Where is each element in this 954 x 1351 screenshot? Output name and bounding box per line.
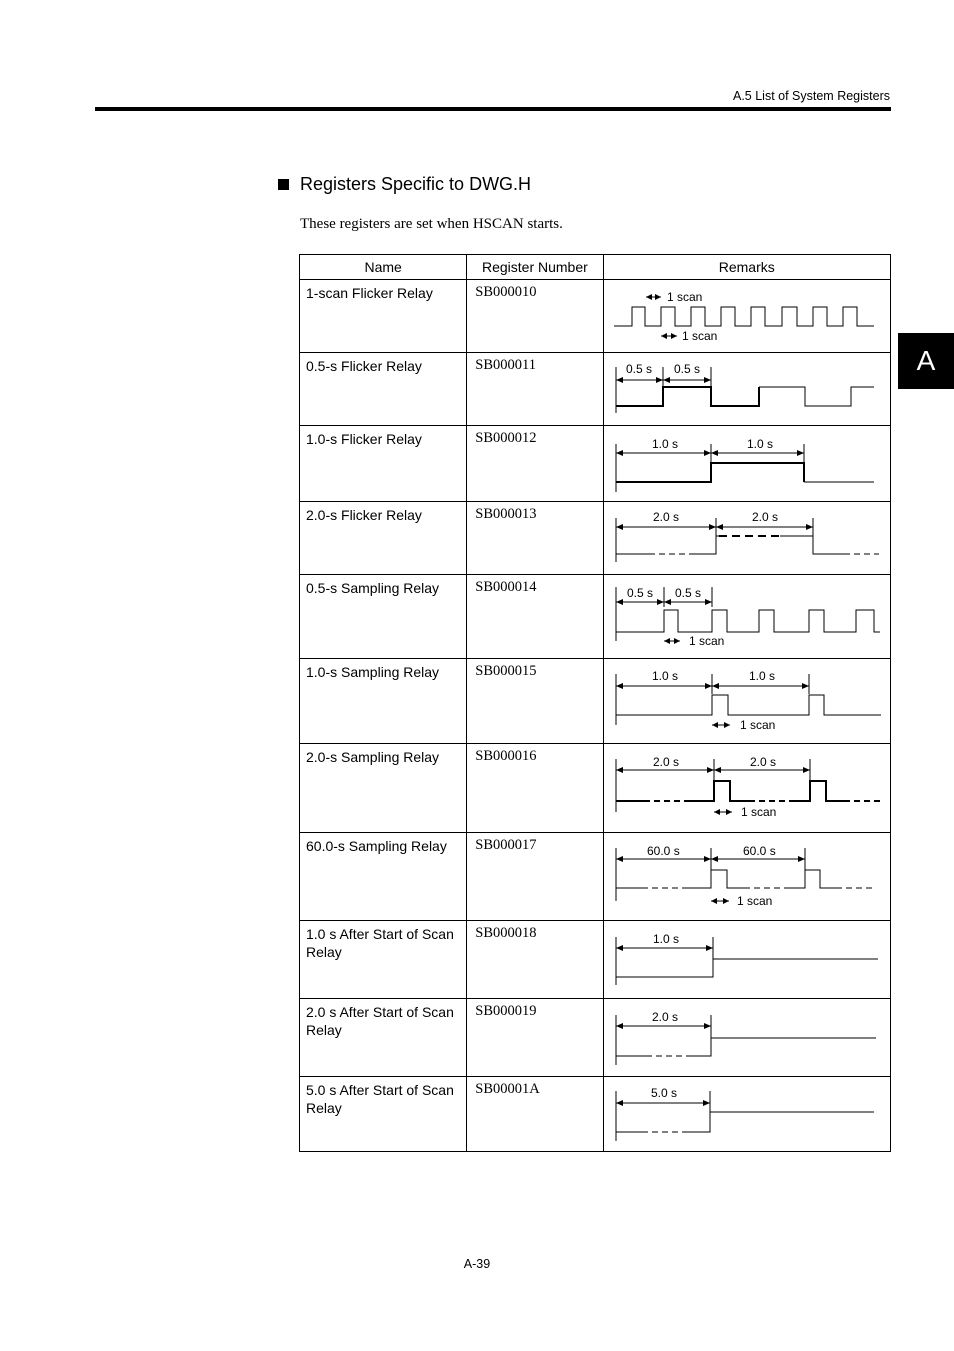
label-5.0s: 5.0 s xyxy=(650,1086,677,1100)
page-number: A-39 xyxy=(463,1257,491,1271)
register-name: 2.0-s Flicker Relay xyxy=(300,502,467,575)
timing-diagram-cell xyxy=(603,426,891,502)
label-0.5s: 0.5 s xyxy=(625,362,652,376)
register-name: 0.5-s Flicker Relay xyxy=(300,353,467,426)
label-1-scan: 1 scan xyxy=(739,718,775,732)
register-number: SB000016 xyxy=(467,744,603,833)
timing-diagram xyxy=(604,502,890,574)
table-row xyxy=(300,280,891,353)
label-1.0s: 1.0 s xyxy=(746,437,773,451)
label-1-scan: 1 scan xyxy=(681,329,717,343)
label-1.0s: 1.0 s xyxy=(748,669,775,683)
table-row xyxy=(300,659,891,744)
label-1-scan: 1 scan xyxy=(736,894,772,908)
register-name: 0.5-s Sampling Relay xyxy=(300,575,467,659)
timing-diagram-cell xyxy=(603,999,891,1077)
label-2.0s: 2.0 s xyxy=(651,1010,678,1024)
table-row xyxy=(300,1077,891,1152)
label-1-scan: 1 scan xyxy=(740,805,776,819)
column-header-remarks: Remarks xyxy=(603,255,891,280)
timing-diagram-cell xyxy=(603,744,891,833)
timing-diagram-cell xyxy=(603,833,891,921)
timing-diagram-cell xyxy=(603,280,891,353)
label-2.0s: 2.0 s xyxy=(749,755,776,769)
section-title xyxy=(278,174,531,195)
label-0.5s: 0.5 s xyxy=(626,586,653,600)
column-header-number: Register Number xyxy=(467,255,603,280)
register-name: 2.0-s Sampling Relay xyxy=(300,744,467,833)
register-number: SB000012 xyxy=(467,426,603,502)
register-number: SB000014 xyxy=(467,575,603,659)
register-name: 60.0-s Sampling Relay xyxy=(300,833,467,921)
register-name: 2.0 s After Start of Scan Relay xyxy=(300,999,467,1077)
label-2.0s: 2.0 s xyxy=(652,755,679,769)
register-number: SB000018 xyxy=(467,921,603,999)
running-header: A.5 List of System Registers xyxy=(732,89,890,103)
table-header-row xyxy=(300,255,891,280)
table-row xyxy=(300,833,891,921)
label-1.0s: 1.0 s xyxy=(651,437,678,451)
timing-diagram xyxy=(604,659,890,743)
timing-diagram xyxy=(604,426,890,501)
column-header-name: Name xyxy=(300,255,467,280)
register-table xyxy=(299,254,891,1152)
appendix-tab: A xyxy=(898,333,954,389)
timing-diagram xyxy=(604,921,890,998)
label-1.0s: 1.0 s xyxy=(652,932,679,946)
intro-text: These registers are set when HSCAN starts. xyxy=(300,216,563,232)
timing-diagram-cell xyxy=(603,575,891,659)
label-1-scan: 1 scan xyxy=(666,290,702,304)
table-row xyxy=(300,502,891,575)
label-2.0s: 2.0 s xyxy=(751,510,778,524)
timing-diagram-cell xyxy=(603,1077,891,1152)
label-60.0s: 60.0 s xyxy=(646,844,680,858)
timing-diagram-cell xyxy=(603,353,891,426)
table-row xyxy=(300,921,891,999)
register-name: 5.0 s After Start of Scan Relay xyxy=(300,1077,467,1152)
timing-diagram xyxy=(604,353,890,425)
label-0.5s: 0.5 s xyxy=(673,362,700,376)
register-number: SB000017 xyxy=(467,833,603,921)
register-name: 1.0-s Sampling Relay xyxy=(300,659,467,744)
timing-diagram-cell xyxy=(603,921,891,999)
timing-diagram xyxy=(604,744,890,832)
register-number: SB000015 xyxy=(467,659,603,744)
timing-diagram xyxy=(604,280,890,352)
table-row xyxy=(300,426,891,502)
label-1.0s: 1.0 s xyxy=(651,669,678,683)
section-title-text: Registers Specific to DWG.H xyxy=(300,174,532,194)
register-number: SB000019 xyxy=(467,999,603,1077)
table-row xyxy=(300,575,891,659)
label-2.0s: 2.0 s xyxy=(652,510,679,524)
table-row xyxy=(300,999,891,1077)
register-name: 1-scan Flicker Relay xyxy=(300,280,467,353)
table-row xyxy=(300,744,891,833)
register-number: SB000010 xyxy=(467,280,603,353)
register-number: SB000013 xyxy=(467,502,603,575)
timing-diagram-cell xyxy=(603,659,891,744)
timing-diagram-cell xyxy=(603,502,891,575)
bullet-square-icon xyxy=(278,179,289,190)
table-row xyxy=(300,353,891,426)
register-number: SB000011 xyxy=(467,353,603,426)
timing-diagram xyxy=(604,999,890,1076)
label-0.5s: 0.5 s xyxy=(674,586,701,600)
register-number: SB00001A xyxy=(467,1077,603,1152)
label-1-scan: 1 scan xyxy=(688,634,724,648)
register-name: 1.0-s Flicker Relay xyxy=(300,426,467,502)
label-60.0s: 60.0 s xyxy=(742,844,776,858)
timing-diagram xyxy=(604,575,890,658)
timing-diagram xyxy=(604,1077,890,1151)
register-name: 1.0 s After Start of Scan Relay xyxy=(300,921,467,999)
timing-diagram xyxy=(604,833,890,920)
header-rule xyxy=(95,107,891,111)
